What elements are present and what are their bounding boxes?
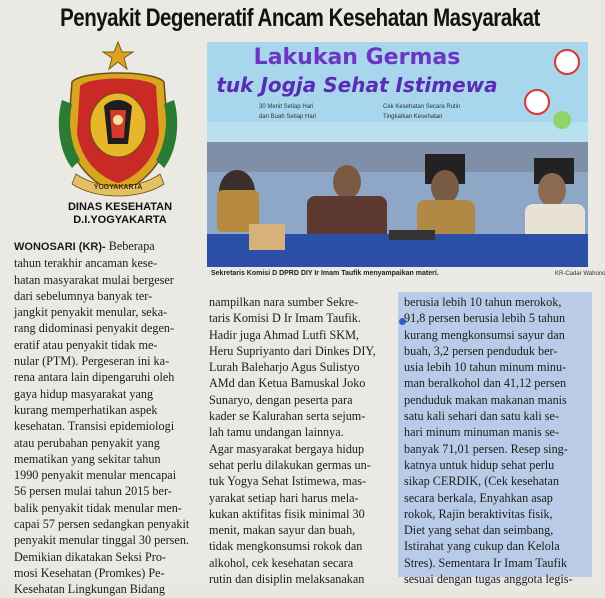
- article-line: Demikian dikatakan Seksi Pro-: [14, 549, 166, 564]
- article-line: nular (PTM). Pergeseran ini ka-: [14, 354, 170, 369]
- article-line: banyak 71,01 persen. Resep sing-: [404, 441, 568, 456]
- article-line: rutin dan disiplin melaksanakan: [209, 572, 365, 587]
- article-line: berusia lebih 10 tahun merokok,: [404, 295, 562, 309]
- article-line: 1990 penyakit menular mencapai: [14, 468, 177, 483]
- article-line: Kesehatan Lingkungan Bidang: [14, 582, 165, 597]
- article-line: lah tamu undangan lainnya.: [209, 425, 344, 440]
- article-line: 91,8 persen berusia lebih 5 tahun: [404, 311, 566, 326]
- article-line: kurang mengkonsumsi sayur dan: [404, 327, 565, 342]
- article-line: hatan masyarakat mulai bergeser: [14, 272, 174, 287]
- article-line-text: Beberapa: [108, 239, 155, 253]
- article-line: [14, 238, 201, 255]
- article-line: penduduk makan makanan manis: [404, 392, 567, 407]
- agency-line1: DINAS KESEHATAN: [67, 201, 173, 213]
- yogyakarta-emblem-icon: [52, 40, 184, 200]
- headline: Penyakit Degeneratif Ancam Kesehatan Masyarakat: [60, 4, 540, 32]
- article-line: rena antara lain dipengaruhi oleh: [14, 370, 175, 385]
- agency-line2: D.I.YOGYAKARTA: [73, 214, 167, 226]
- article-line: penyakit menular tinggal 30 persen.: [14, 533, 189, 548]
- article-line: Stres). Sementara Ir Imam Taufik: [404, 555, 568, 570]
- article-line: Heru Supriyanto dari Dinkes DIY,: [209, 343, 376, 358]
- article-line: AMd dan Ketua Bamuskal Joko: [209, 376, 366, 391]
- banner-small-1: 30 Menit Setiap Hari: [259, 104, 314, 110]
- article-line: rang didominasi penyakit degen-: [14, 321, 175, 336]
- banner-small-3: Cek Kesehatan Secara Rutin: [383, 104, 461, 110]
- article-line: sesuai dengan tugas anggota legis-: [404, 572, 573, 587]
- article-column-2: [209, 294, 396, 587]
- article-line: Sunaryo, dengan peserta para: [209, 392, 353, 407]
- article-line: menit, makan sayur dan buah,: [209, 523, 356, 538]
- article-line: mematikan yang sekitar tahun: [14, 451, 161, 466]
- article-line: kesehatan. Transisi epidemiologi: [14, 419, 175, 434]
- banner-small-4: Tingkatkan Kesehatan: [383, 114, 443, 120]
- article-line: dari sebelumnya banyak ter-: [14, 288, 153, 303]
- article-line: hari minum minuman manis se-: [404, 425, 560, 440]
- article-line: Hadir juga Ahmad Lutfi SKM,: [209, 327, 359, 342]
- article-line: buah, 3,2 persen penduduk ber-: [404, 343, 558, 358]
- article-line: capai 57 persen sedangkan penyakit: [14, 517, 190, 532]
- article-line: 56 persen mulai tahun 2015 ber-: [14, 484, 172, 499]
- article-line: kurang memperhatikan aspek: [14, 402, 158, 417]
- article-line: Agar masyarakat bergaya hidup: [209, 441, 365, 456]
- article-line: satu kali sehari dan satu kali se-: [404, 409, 560, 424]
- article-line: tuk Yogya Sehat Istimewa, mas-: [209, 474, 367, 489]
- article-line: katnya untuk hidup sehat perlu: [404, 457, 555, 472]
- article-line: gaya hidup masyarakat yang: [14, 386, 154, 401]
- article-column-3: [404, 294, 588, 587]
- article-line: Lurah Baleharjo Agus Sulistyo: [209, 360, 360, 375]
- article-line: Istirahat yang cukup dan Kelola: [404, 539, 560, 554]
- emblem-ribbon-text: YOGYAKARTA: [93, 184, 143, 191]
- article-line: kukan aktifitas fisik minimal 30: [209, 506, 365, 521]
- photo-credit: KR-Cadar Wahono: [555, 271, 605, 277]
- banner-subtitle: tuk Jogja Sehat Istimewa: [216, 73, 498, 97]
- article-line: atau perubahan penyakit yang: [14, 435, 160, 450]
- article-line: nampilkan nara sumber Sekre-: [209, 295, 359, 309]
- article-line: usia lebih 10 tahun minum minu-: [404, 360, 567, 375]
- article-line: Diet yang sehat dan seimbang,: [404, 523, 554, 538]
- dateline: WONOSARI (KR)-: [14, 241, 106, 253]
- event-photo: [207, 42, 588, 267]
- article-line: taris Komisi D Ir Imam Taufik.: [209, 311, 361, 326]
- article-line: kader se Kalurahan serta sejum-: [209, 409, 366, 424]
- article-line: rokok, Rajin beraktivitas fisik,: [404, 506, 553, 521]
- article-line: secara berkala, Enyahkan asap: [404, 490, 553, 505]
- banner-title: Lakukan Germas: [253, 45, 461, 70]
- article-line: man beralkohol dan 41,12 persen: [404, 376, 567, 391]
- article-line: tidak mengkonsumsi rokok dan: [209, 539, 363, 554]
- banner-small-2: dan Buah Setiap Hari: [259, 114, 317, 120]
- article-line: sikap CERDIK, (Cek kesehatan: [404, 474, 560, 489]
- article-line: tahun terakhir ancaman kese-: [14, 256, 158, 271]
- agency-name: [40, 201, 200, 227]
- article-line: eratif atau penyakit tidak me-: [14, 337, 158, 352]
- article-line: yarakat setiap hari harus mela-: [209, 490, 359, 505]
- article-line: jangkit penyakit menular, seka-: [14, 305, 168, 320]
- article-line: sehat perlu dilakukan germas un-: [209, 457, 371, 472]
- article-column-1: [14, 238, 201, 598]
- article-line: balik penyakit tidak menular men-: [14, 500, 182, 515]
- article-line: alkohol, cek kesehatan secara: [209, 555, 354, 570]
- photo-caption: Sekretaris Komisi D DPRD DIY Ir Imam Taufik menyampaikan materi.: [211, 270, 439, 277]
- article-line: mosi Kesehatan (Promkes) Pe-: [14, 565, 165, 580]
